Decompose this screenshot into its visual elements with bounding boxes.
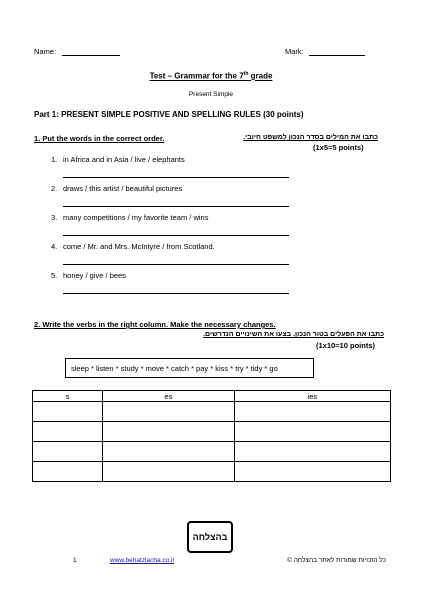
page-title-sup: th bbox=[243, 71, 249, 77]
column-header-es: es bbox=[103, 391, 235, 402]
copyright-notice: כל הזכויות שמורות לאתר בהצלחה © bbox=[287, 557, 386, 564]
name-label: Name: bbox=[34, 47, 57, 56]
item-number: 3. bbox=[51, 213, 58, 222]
item-text: draws / this artist / beautiful pictures bbox=[63, 184, 183, 193]
word-bank-text: sleep * listen * study * move * catch * pay * kiss * try * tidy * go bbox=[71, 364, 278, 373]
item-number: 2. bbox=[51, 184, 58, 193]
mark-answer-line[interactable] bbox=[309, 55, 365, 56]
table-cell[interactable] bbox=[234, 442, 390, 462]
q1-answer-line-1[interactable] bbox=[63, 177, 289, 178]
table-cell[interactable] bbox=[103, 422, 235, 442]
q1-answer-line-2[interactable] bbox=[63, 206, 289, 207]
table-cell[interactable] bbox=[33, 442, 103, 462]
table-cell[interactable] bbox=[234, 462, 390, 482]
site-logo bbox=[187, 521, 233, 553]
column-header-s: s bbox=[33, 391, 103, 402]
table-row bbox=[33, 442, 391, 462]
table-cell[interactable] bbox=[234, 422, 390, 442]
page-number: 1 bbox=[73, 557, 77, 564]
q1-answer-line-4[interactable] bbox=[63, 264, 289, 265]
table-cell[interactable] bbox=[33, 462, 103, 482]
table-cell[interactable] bbox=[33, 422, 103, 442]
q1-item-3 bbox=[51, 213, 208, 222]
page-subtitle: Present Simple bbox=[188, 91, 234, 98]
q1-item-4 bbox=[51, 242, 215, 251]
page-title bbox=[0, 71, 422, 81]
q1-answer-line-5[interactable] bbox=[63, 293, 289, 294]
table-row bbox=[33, 402, 391, 422]
q1-label: 1. Put the words in the correct order. bbox=[34, 134, 165, 143]
table-cell[interactable] bbox=[103, 462, 235, 482]
q1-item-1 bbox=[51, 155, 185, 164]
table-cell[interactable] bbox=[103, 402, 235, 422]
word-bank-box bbox=[65, 358, 314, 378]
website-link[interactable]: www.behatzlacha.co.il bbox=[110, 557, 174, 564]
item-text: come / Mr. and Mrs. McIntyre / from Scotland. bbox=[63, 242, 215, 251]
item-number: 5. bbox=[51, 271, 58, 280]
page-title-end: grade bbox=[248, 71, 273, 81]
mark-label: Mark: bbox=[285, 47, 304, 56]
table-cell[interactable] bbox=[33, 402, 103, 422]
item-text: in Africa and in Asia / live / elephants bbox=[63, 155, 185, 164]
q1-item-2 bbox=[51, 184, 182, 193]
logo-text: בהצלחה bbox=[192, 532, 228, 542]
q2-hebrew-instruction: כתבו את הפעלים בטור הנכון. בצעו את השינויים הנדרשים. bbox=[203, 331, 384, 338]
name-field bbox=[34, 47, 56, 56]
item-number: 1. bbox=[51, 155, 58, 164]
table-row bbox=[33, 462, 391, 482]
mark-field bbox=[285, 47, 304, 56]
item-text: many competitions / my favorite team / wins bbox=[63, 213, 209, 222]
q1-answer-line-3[interactable] bbox=[63, 235, 289, 236]
q1-item-5 bbox=[51, 271, 126, 280]
column-header-ies: ies bbox=[234, 391, 390, 402]
q1-hebrew-instruction: כתבו את המילים בסדר הנכון למשפט חיובי. bbox=[243, 134, 378, 141]
q2-label: 2. Write the verbs in the right column. Make the necessary changes. bbox=[34, 320, 276, 329]
q2-points: (1x10=10 points) bbox=[316, 341, 375, 350]
table-header-row bbox=[33, 391, 391, 402]
name-answer-line[interactable] bbox=[62, 55, 120, 56]
q1-points: (1x5=5 points) bbox=[313, 143, 364, 152]
page-title-text: Test – Grammar for the 7 bbox=[149, 71, 244, 81]
table-cell[interactable] bbox=[234, 402, 390, 422]
item-number: 4. bbox=[51, 242, 58, 251]
part1-heading: Part 1: PRESENT SIMPLE POSITIVE AND SPELLING RULES (30 points) bbox=[34, 110, 304, 119]
table-cell[interactable] bbox=[103, 442, 235, 462]
item-text: honey / give / bees bbox=[63, 271, 126, 280]
verb-columns-table bbox=[32, 390, 391, 482]
table-row bbox=[33, 422, 391, 442]
